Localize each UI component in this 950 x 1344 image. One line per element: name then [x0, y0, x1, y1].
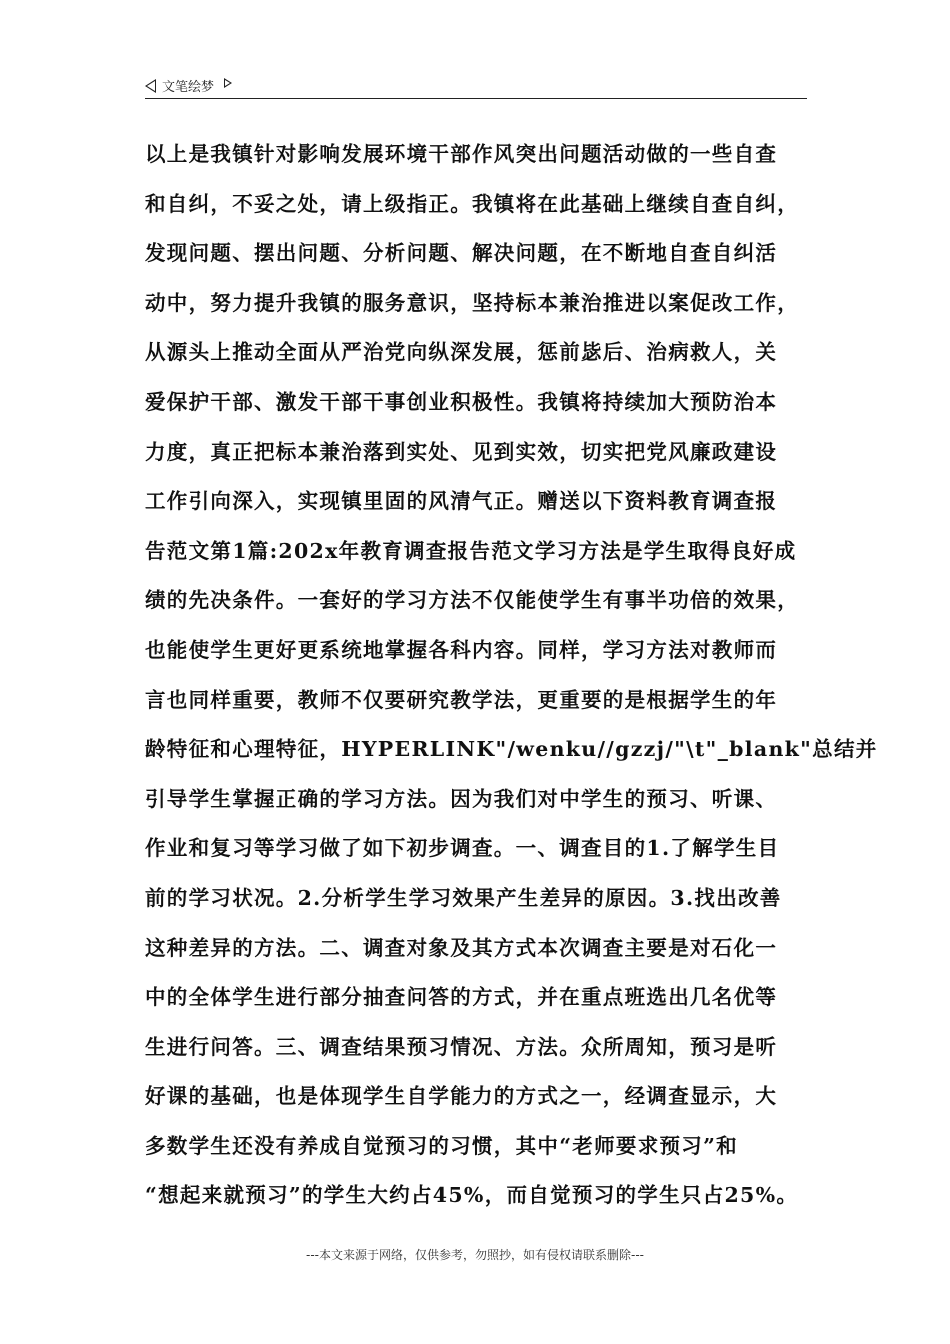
text-line: 作业和复习等学习做了如下初步调查。一、调查目的1.了解学生目: [145, 836, 780, 861]
text-line: 以上是我镇针对影响发展环境干部作风突出问题活动做的一些自查: [145, 142, 778, 166]
triangle-left-icon: [145, 79, 156, 93]
footer-disclaimer: ---本文来源于网络，仅供参考，勿照抄，如有侵权请联系删除---: [306, 1248, 644, 1262]
text-line: 爱保护干部、激发干部干事创业积极性。我镇将持续加大预防治本: [145, 389, 778, 414]
text-line: 龄特征和心理特征，HYPERLINK"/wenku//gzzj/"\t"_blank"总结并: [145, 737, 878, 762]
brand-name: 文笔绘梦: [162, 80, 215, 95]
text-line: 好课的基础，也是体现学生自学能力的方式之一，经调查显示，大: [145, 1084, 778, 1109]
text-line: 发现问题、摆出问题、分析问题、解决问题，在不断地自查自纠活: [145, 241, 778, 266]
document-body: [145, 130, 878, 1221]
text-line: 中的全体学生进行部分抽查问答的方式，并在重点班选出几名优等: [145, 985, 778, 1010]
text-line: 前的学习状况。2.分析学生学习效果产生差异的原因。3.找出改善: [145, 885, 782, 910]
text-line: 也能使学生更好更系统地掌握各科内容。同样，学习方法对教师而: [145, 637, 778, 662]
text-line: 这种差异的方法。二、调查对象及其方式本次调查主要是对石化一: [145, 935, 778, 960]
text-line: 从源头上推动全面从严治党向纵深发展，惩前毖后、治病救人，关: [145, 340, 778, 365]
text-line: 多数学生还没有养成自觉预习的习惯，其中“老师要求预习”和: [145, 1133, 738, 1158]
text-line: 生进行问答。三、调查结果预习情况、方法。众所周知，预习是听: [145, 1034, 778, 1059]
brand: [145, 76, 232, 95]
text-line: 和自纠，不妥之处，请上级指正。我镇将在此基础上继续自查自纠，: [145, 191, 799, 216]
text-line: 工作引向深入，实现镇里固的风清气正。赠送以下资料教育调查报: [145, 489, 778, 514]
text-line: 动中，努力提升我镇的服务意识，坚持标本兼治推进以案促改工作，: [145, 290, 799, 315]
text-line: 告范文第1篇:202x年教育调查报告范文学习方法是学生取得良好成: [145, 538, 797, 563]
text-line: 言也同样重要，教师不仅要研究教学法，更重要的是根据学生的年: [145, 687, 778, 712]
triangle-right-icon: [224, 78, 232, 88]
text-line: 力度，真正把标本兼治落到实处、见到实效，切实把党风廉政建设: [145, 439, 778, 464]
page-header: [145, 72, 807, 99]
text-line: “想起来就预习”的学生大约占45%，而自觉预习的学生只占25%。: [145, 1183, 799, 1208]
text-line: 引导学生掌握正确的学习方法。因为我们对中学生的预习、听课、: [145, 786, 778, 811]
text-line: 绩的先决条件。一套好的学习方法不仅能使学生有事半功倍的效果，: [145, 588, 799, 613]
